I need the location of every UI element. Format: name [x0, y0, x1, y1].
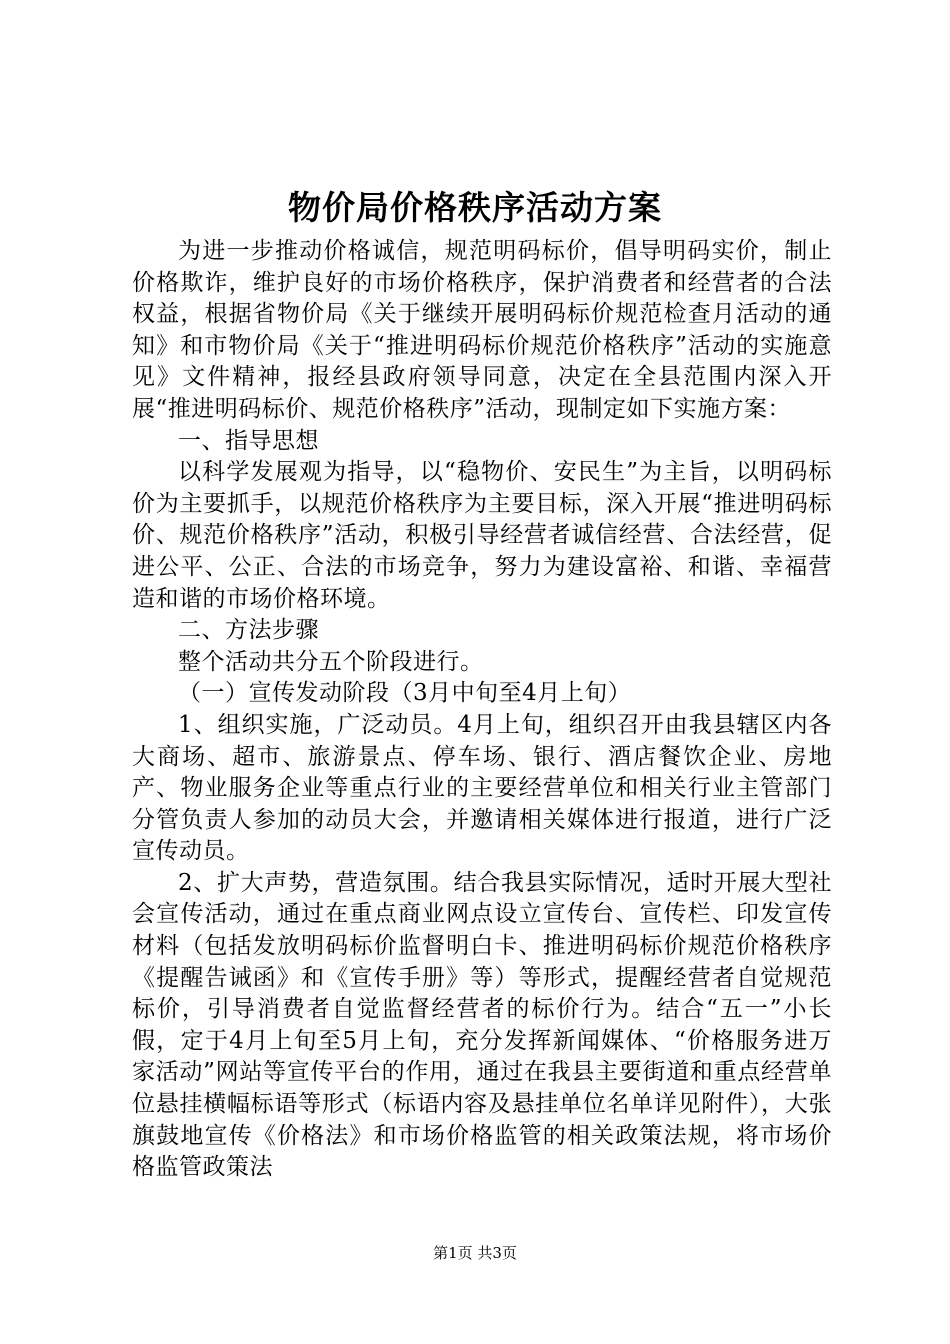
paragraph-intro: 为进一步推动价格诚信，规范明码标价，倡导明码实价，制止价格欺诈，维护良好的市场价格秩序，保护消费者和经营者的合法权益，根据省物价局《关于继续开展明码标价规范检查月活动的通知》和市物价局《关于“推进明码标价规范价格秩序”活动的实施意见》文件精神，报经县政府领导同意，决定在全县范围内深入开展“推进明码标价、规范价格秩序”活动，现制定如下实施方案： — [132, 238, 832, 422]
section-heading-guiding-ideology: 一、指导思想 — [178, 427, 319, 454]
paragraph-expand-momentum: 2、扩大声势，营造氛围。结合我县实际情况，适时开展大型社会宣传活动，通过在重点商业网点设立宣传台、宣传栏、印发宣传材料（包括发放明码标价监督明白卡、推进明码标价规范价格秩序《提醒告诫函》和《宣传手册》等）等形式，提醒经营者自觉规范标价，引导消费者自觉监督经营者的标价行为。结合“五一”小长假，定于4月上旬至5月上旬，充分发挥新闻媒体、“价格服务进万家活动”网站等宣传平台的作用，通过在我县主要街道和重点经营单位悬挂横幅标语等形式（标语内容及悬挂单位名单详见附件），大张旗鼓地宣传《价格法》和市场价格监管的相关政策法规，将市场价格监管政策法 — [132, 869, 832, 1181]
section-heading-method-steps: 二、方法步骤 — [178, 617, 319, 644]
subsection-heading-publicity-stage: （一）宣传发动阶段（3月中旬至4月上旬） — [178, 680, 632, 707]
document-body — [132, 236, 832, 1184]
paragraph-five-stages: 整个活动共分五个阶段进行。 — [178, 648, 484, 675]
paragraph-organize-mobilize: 1、组织实施，广泛动员。4月上旬，组织召开由我县辖区内各大商场、超市、旅游景点、停车场、银行、酒店餐饮企业、房地产、物业服务企业等重点行业的主要经营单位和相关行业主管部门分管负责人参加的动员大会，并邀请相关媒体进行报道，进行广泛宣传动员。 — [132, 711, 832, 865]
document-title: 物价局价格秩序活动方案 — [288, 188, 662, 227]
paragraph-guiding-ideology: 以科学发展观为指导，以“稳物价、安民生”为主旨，以明码标价为主要抓手，以规范价格秩序为主要目标，深入开展“推进明码标价、规范价格秩序”活动，积极引导经营者诚信经营、合法经营，促进公平、公正、合法的市场竞争，努力为建设富裕、和谐、幸福营造和谐的市场价格环境。 — [132, 459, 832, 612]
page-number-footer: 第1页 共3页 — [433, 1244, 517, 1262]
